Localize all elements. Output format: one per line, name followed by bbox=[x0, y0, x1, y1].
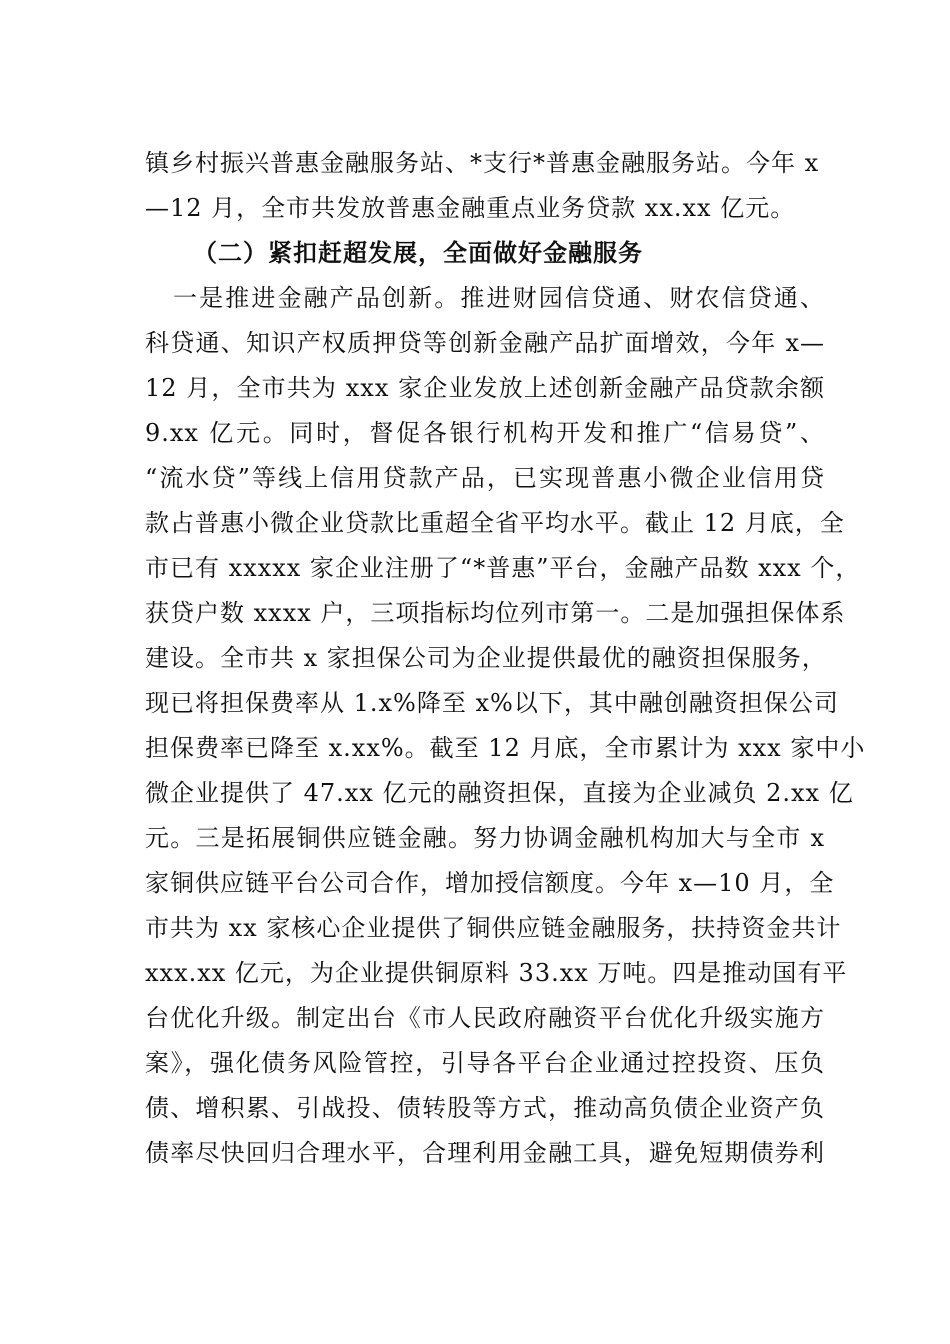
paragraph-line: 台优化升级。制定出台《市人民政府融资平台优化升级实施方 bbox=[145, 1004, 825, 1032]
paragraph-line: 债、增积累、引战投、债转股等方式，推动高负债企业资产负 bbox=[145, 1094, 825, 1122]
paragraph-line: 款占普惠小微企业贷款比重超全省平均水平。截止 12 月底，全 bbox=[145, 509, 845, 537]
paragraph-line: 镇乡村振兴普惠金融服务站、*支行*普惠金融服务站。今年 x bbox=[145, 149, 820, 177]
paragraph-line: 债率尽快回归合理水平，合理利用金融工具，避免短期债券利 bbox=[145, 1139, 825, 1167]
paragraph-line: 市已有 xxxxx 家企业注册了“*普惠”平台，金融产品数 xxx 个， bbox=[145, 554, 861, 582]
paragraph-line: 9.xx 亿元。同时，督促各银行机构开发和推广“信易贷”、 bbox=[145, 419, 825, 447]
paragraph-line: 微企业提供了 47.xx 亿元的融资担保，直接为企业减负 2.xx 亿 bbox=[145, 779, 854, 807]
paragraph-line: xxx.xx 亿元，为企业提供铜原料 33.xx 万吨。四是推动国有平 bbox=[145, 959, 848, 987]
paragraph-line: “流水贷”等线上信用贷款产品，已实现普惠小微企业信用贷 bbox=[145, 464, 825, 492]
paragraph-line: 元。三是拓展铜供应链金融。努力协调金融机构加大与全市 x bbox=[145, 824, 825, 852]
paragraph-line: 现已将担保费率从 1.x%降至 x%以下，其中融创融资担保公司 bbox=[145, 689, 839, 717]
section-heading: （二）紧扣赶超发展，全面做好金融服务 bbox=[193, 238, 643, 267]
paragraph-line: 市共为 xx 家核心企业提供了铜供应链金融服务，扶持资金共计 bbox=[145, 914, 842, 942]
paragraph-line: 建设。全市共 x 家担保公司为企业提供最优的融资担保服务， bbox=[145, 644, 827, 672]
paragraph-line: —12 月，全市共发放普惠金融重点业务贷款 xx.xx 亿元。 bbox=[145, 194, 796, 222]
paragraph-line: 家铜供应链平台公司合作，增加授信额度。今年 x—10 月，全 bbox=[145, 869, 835, 897]
paragraph-line: 案》，强化债务风险管控，引导各平台企业通过控投资、压负 bbox=[145, 1049, 825, 1077]
paragraph-line: 一是推进金融产品创新。推进财园信贷通、财农信贷通、 bbox=[173, 284, 825, 312]
paragraph-line: 科贷通、知识产权质押贷等创新金融产品扩面增效，今年 x— bbox=[145, 329, 825, 357]
paragraph-line: 担保费率已降至 x.xx%。截至 12 月底，全市累计为 xxx 家中小 bbox=[145, 734, 866, 762]
paragraph-line: 12 月，全市共为 xxx 家企业发放上述创新金融产品贷款余额 bbox=[145, 374, 825, 402]
paragraph-line: 获贷户数 xxxx 户，三项指标均位列市第一。二是加强担保体系 bbox=[145, 599, 846, 627]
